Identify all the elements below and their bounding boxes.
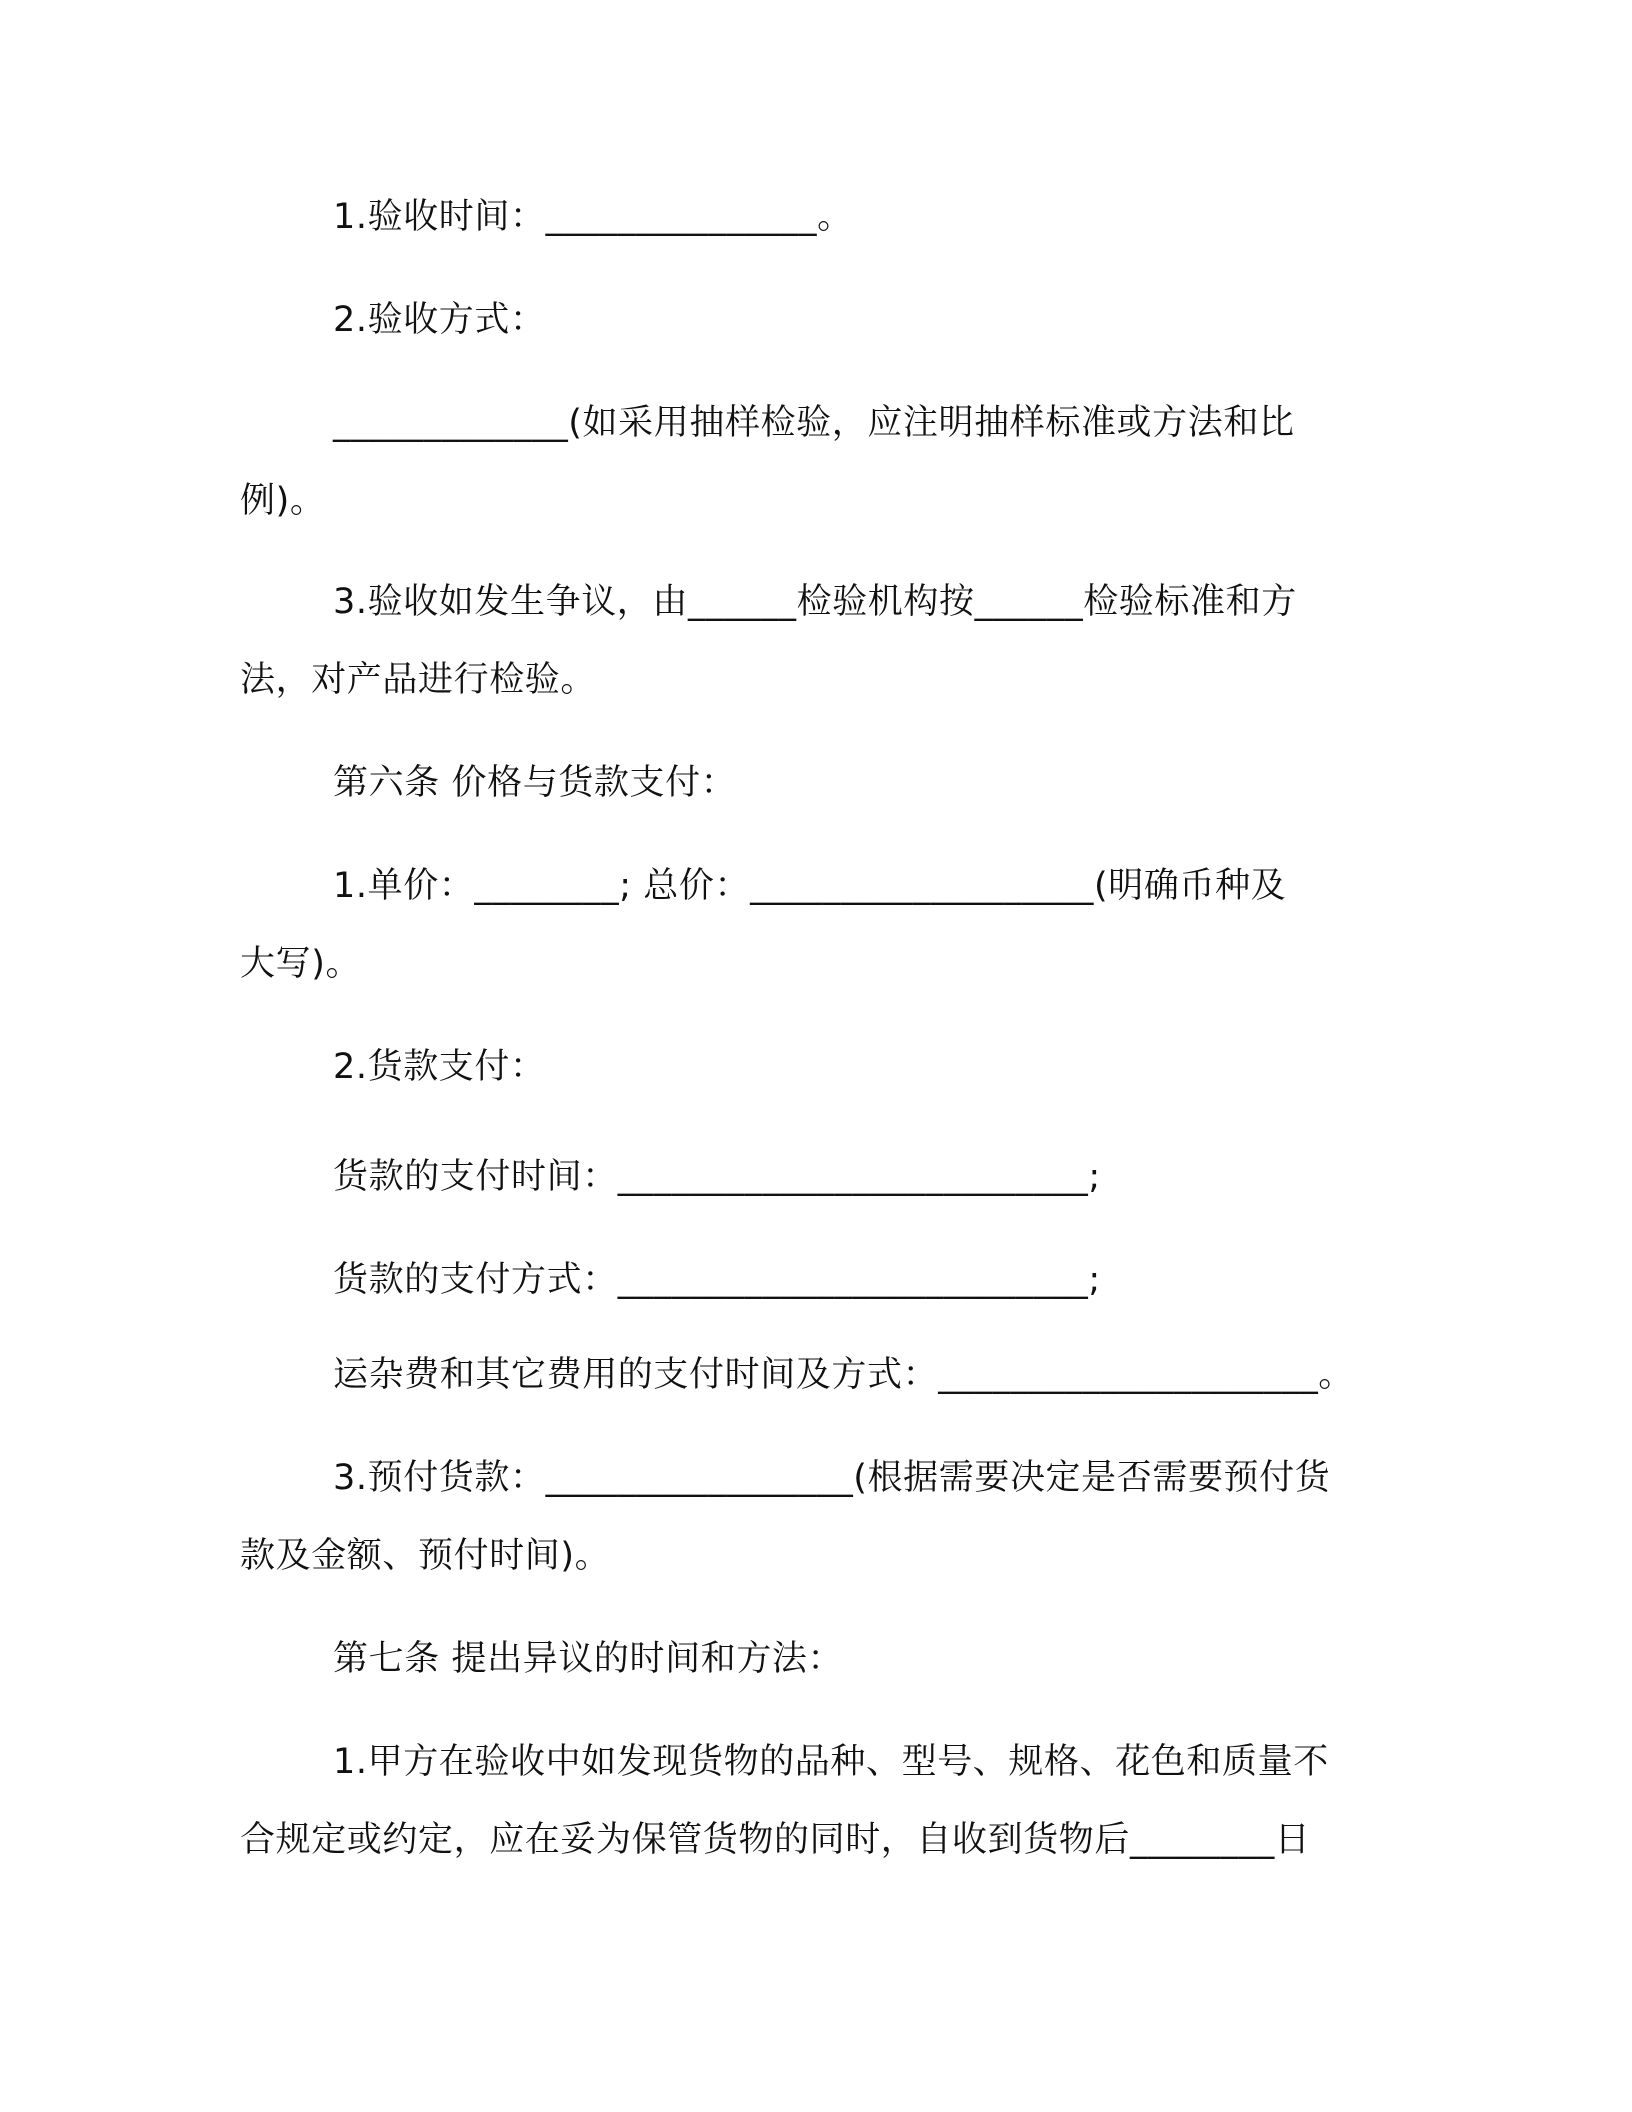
- acceptance-method-line-cont: 例)。: [240, 481, 326, 521]
- acceptance-time-line: 1.验收时间：_______________。: [333, 197, 853, 237]
- dispute-inspection-line: 3.验收如发生争议，由______检验机构按______检验标准和方: [333, 582, 1297, 622]
- payment-heading: 2.货款支付：: [333, 1047, 546, 1087]
- advance-payment-line: 3.预付货款：_________________(根据需要决定是否需要预付货: [333, 1458, 1331, 1498]
- payment-time-line: 货款的支付时间：__________________________;: [333, 1157, 1101, 1197]
- dispute-inspection-line-cont: 法，对产品进行检验。: [240, 660, 597, 700]
- acceptance-method-heading: 2.验收方式：: [333, 300, 546, 340]
- acceptance-method-line: _____________(如采用抽样检验，应注明抽样标准或方法和比: [333, 403, 1295, 443]
- freight-payment-line: 运杂费和其它费用的支付时间及方式：_____________________。: [333, 1355, 1354, 1395]
- unit-price-line-cont: 大写)。: [240, 944, 362, 984]
- objection-line: 1.甲方在验收中如发现货物的品种、型号、规格、花色和质量不: [333, 1742, 1329, 1782]
- unit-price-line: 1.单价：________; 总价：___________________(明确币种及: [333, 866, 1287, 906]
- advance-payment-line-cont: 款及金额、预付时间)。: [240, 1536, 611, 1576]
- objection-line-cont: 合规定或约定，应在妥为保管货物的同时，自收到货物后________日: [240, 1820, 1311, 1860]
- article-six-heading: 第六条 价格与货款支付：: [333, 763, 737, 803]
- article-seven-heading: 第七条 提出异议的时间和方法：: [333, 1639, 844, 1679]
- payment-method-line: 货款的支付方式：__________________________;: [333, 1260, 1101, 1300]
